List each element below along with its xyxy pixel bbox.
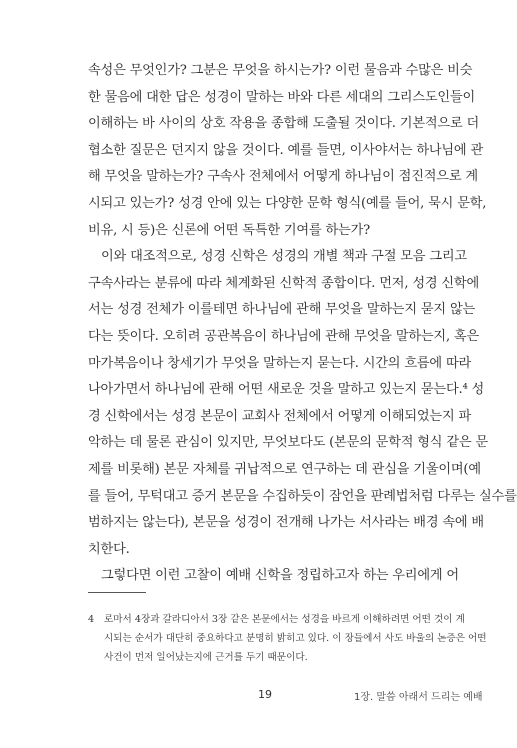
- body-text: [88, 58, 517, 590]
- footnote-line: [88, 610, 465, 629]
- text-line: 경 신학에서는 성경 본문이 교회사 전체에서 어떻게 이해되었는지 파: [88, 408, 472, 424]
- footnote-line: 시되는 순서가 대단히 중요하다고 분명히 밝히고 있다. 이 장들에서 사도 바울의 논증은 어떤: [104, 633, 487, 644]
- text-line: 제를 비롯해) 본문 자체를 귀납적으로 연구하는 데 관심을 기울이며(예: [88, 461, 481, 477]
- footnote-line: 사건이 먼저 일어났는지에 근거를 두기 때문이다.: [104, 652, 308, 663]
- text-line: 악하는 데 물론 관심이 있지만, 무엇보다도 (본문의 문학적 형식 같은 문: [88, 435, 488, 451]
- text-line: 범하지는 않는다), 본문을 성경이 전개해 나가는 서사라는 배경 속에 배: [88, 515, 484, 531]
- text-line: 서는 성경 전체가 이를테면 하나님에 관해 무엇을 말하는지 묻지 않는: [88, 302, 476, 318]
- text-line: 다는 뜻이다. 오히려 공관복음이 하나님에 관해 무엇을 말하는지, 혹은: [88, 328, 480, 344]
- text-line: 협소한 질문은 던지지 않을 것이다. 예를 들면, 이사야서는 하나님에 관: [88, 142, 484, 158]
- text-line: 구속사라는 분류에 따라 체계화된 신학적 종합이다. 먼저, 성경 신학에: [88, 275, 480, 291]
- footnote: [88, 610, 487, 667]
- text-line: 속성은 무엇인가? 그분은 무엇을 하시는가? 이런 물음과 수많은 비슷: [88, 63, 473, 78]
- text-line: 를 들어, 무턱대고 증거 본문을 수집하듯이 잠언을 판례법처럼 다루는 실수를: [88, 488, 517, 504]
- text-line: 시되고 있는가? 성경 안에 있는 다양한 문학 형식(예를 들어, 묵시 문학,: [88, 195, 487, 211]
- text-line: 치한다.: [88, 541, 130, 557]
- text-line: 해 무엇을 말하는가? 구속사 전체에서 어떻게 하나님이 점진적으로 계: [88, 169, 478, 185]
- text-line: 이해하는 바 사이의 상호 작용을 종합해 도출될 것이다. 기본적으로 더: [88, 116, 480, 132]
- text-line: 마가복음이나 창세기가 무엇을 말하는지 묻는다. 시간의 흐름에 따라: [88, 355, 472, 371]
- page-number: 19: [258, 688, 272, 701]
- text-line: 비유, 시 등)은 신론에 어떤 독특한 기여를 하는가?: [88, 222, 370, 238]
- text-line: 이와 대조적으로, 성경 신학은 성경의 개별 책과 구절 모음 그리고: [101, 249, 467, 265]
- footnote-number: 4: [88, 614, 95, 625]
- footnote-divider: [88, 592, 146, 593]
- text-line: 나아가면서 하나님에 관해 어떤 새로운 것을 말하고 있는지 묻는다.⁴ 성: [88, 382, 485, 398]
- footnote-text: 로마서 4장과 갈라디아서 3장 같은 본문에서는 성경을 바르게 이해하려면 어떤 것이 계: [104, 614, 465, 625]
- running-head: 1장. 말씀 아래서 드리는 예배: [354, 692, 483, 703]
- text-line: 그렇다면 이런 고찰이 예배 신학을 정립하고자 하는 우리에게 어: [101, 568, 459, 584]
- text-line: 한 물음에 대한 답은 성경이 말하는 바와 다른 세대의 그리스도인들이: [88, 89, 476, 105]
